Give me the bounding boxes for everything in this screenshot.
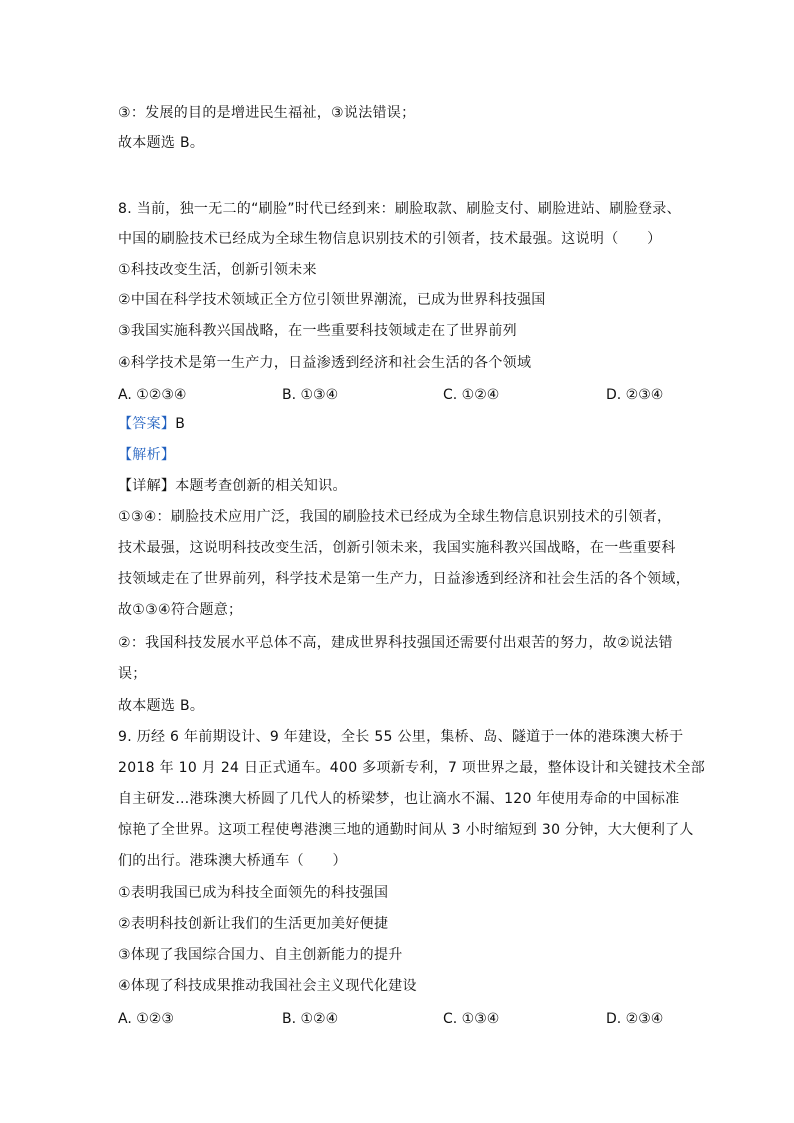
q8-item: ④科学技术是第一生产力，日益渗透到经济和社会生活的各个领域 — [118, 355, 532, 371]
q8-explain-line: 技领域走在了世界前列，科学技术是第一生产力，日益渗透到经济和社会生活的各个领域， — [118, 571, 690, 587]
analysis-tag: 【解析】 — [118, 447, 176, 463]
q8-stem-line: 8. 当前，独一无二的“刷脸”时代已经到来：刷脸取款、刷脸支付、刷脸进站、刷脸登录、 — [118, 201, 681, 217]
q8-explain-line: 故①③④符合题意； — [118, 602, 243, 618]
q8-option-c: C. ①②④ — [443, 387, 500, 403]
prev-conclusion: 故本题选 B。 — [118, 135, 205, 151]
q8-option-a: A. ①②③④ — [118, 387, 187, 403]
q8-explain-line: 技术最强，这说明科技改变生活，创新引领未来，我国实施科教兴国战略，在一些重要科 — [118, 540, 676, 556]
q8-option-d: D. ②③④ — [606, 387, 664, 403]
q8-explain-line: 误； — [118, 666, 147, 682]
q8-item: ②中国在科学技术领域正全方位引领世界潮流，已成为世界科技强国 — [118, 292, 546, 308]
q9-option-a: A. ①②③ — [118, 1011, 174, 1027]
q9-stem-line: 惊艳了全世界。这项工程使粤港澳三地的通勤时间从 3 小时缩短到 30 分钟，大大便利了人 — [118, 822, 694, 838]
q8-explain-line: ①③④：刷脸技术应用广泛，我国的刷脸技术已经成为全球生物信息识别技术的引领者， — [118, 509, 672, 525]
q9-item: ②表明科技创新让我们的生活更加美好便捷 — [118, 916, 389, 932]
q8-item: ③我国实施科教兴国战略，在一些重要科技领域走在了世界前列 — [118, 323, 517, 339]
detail-text: 本题考查创新的相关知识。 — [175, 478, 347, 494]
q8-stem-line: 中国的刷脸技术已经成为全球生物信息识别技术的引领者，技术最强。这说明（ ） — [118, 231, 662, 247]
answer-tag: 【答案】 — [118, 416, 176, 432]
q8-detail — [118, 476, 347, 496]
q8-answer — [118, 414, 185, 434]
q9-item: ④体现了科技成果推动我国社会主义现代化建设 — [118, 978, 417, 994]
q9-item: ①表明我国已成为科技全面领先的科技强国 — [118, 885, 389, 901]
detail-tag: 【详解】 — [118, 478, 176, 494]
q9-option-c: C. ①③④ — [443, 1011, 500, 1027]
q9-stem-line: 们的出行。港珠澳大桥通车（ ） — [118, 853, 347, 869]
q8-conclusion: 故本题选 B。 — [118, 698, 205, 714]
q8-option-b: B. ①③④ — [282, 387, 339, 403]
q9-stem-line: 2018 年 10 月 24 日正式通车。400 多项新专利，7 项世界之最，整体设计和关键技术全部 — [118, 760, 706, 776]
q8-explain-line: ②：我国科技发展水平总体不高，建成世界科技强国还需要付出艰苦的努力，故②说法错 — [118, 635, 673, 651]
q8-item: ①科技改变生活，创新引领未来 — [118, 262, 317, 278]
answer-value: B — [175, 416, 186, 432]
prev-explain-line: ③：发展的目的是增进民生福祉，③说法错误； — [118, 105, 416, 121]
q9-stem-line: 自主研发…港珠澳大桥圆了几代人的桥梁梦，也让滴水不漏、120 年使用寿命的中国标准 — [118, 791, 680, 807]
q9-stem-line: 9. 历经 6 年前期设计、9 年建设，全长 55 公里，集桥、岛、隧道于一体的港珠澳大桥于 — [118, 729, 684, 745]
q9-item: ③体现了我国综合国力、自主创新能力的提升 — [118, 947, 403, 963]
q9-option-d: D. ②③④ — [606, 1011, 664, 1027]
q9-option-b: B. ①②④ — [282, 1011, 339, 1027]
